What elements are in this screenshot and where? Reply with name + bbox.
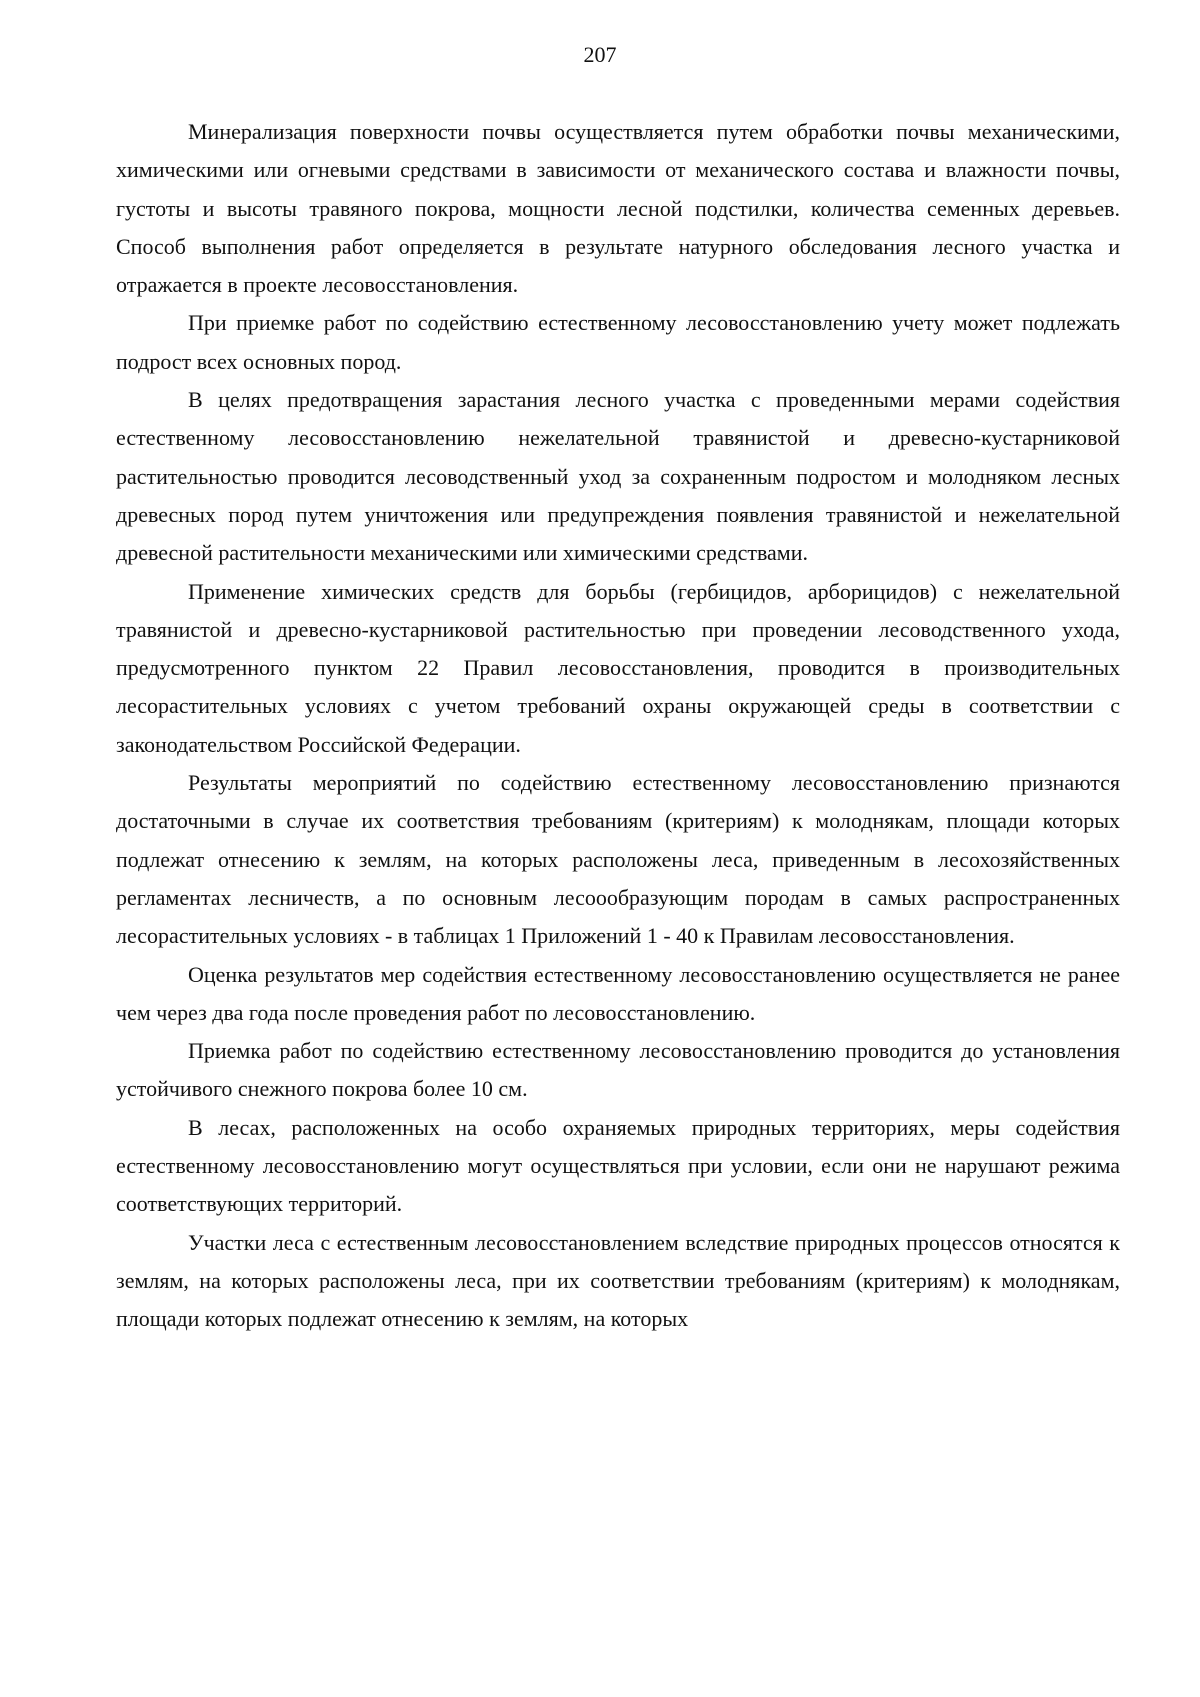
paragraph-protected-territories: В лесах, расположенных на особо охраняемых природных территориях, меры содействия естественному лесовосстановлению могут осуществляться при условии, если они не нарушают режима соответствующих территорий. [116, 1114, 1120, 1217]
paragraph-natural-regeneration: Участки леса с естественным лесовосстановлением вследствие природных процессов относятся к землям, на которых расположены леса, при их соответствии требованиям (критериям) к молоднякам, площади которых подлежат отнесению к землям, на которых [116, 1229, 1120, 1332]
paragraph-chemical-means: Применение химических средств для борьбы (гербицидов, арборицидов) с нежелательной травянистой и древесно-кустарниковой растительностью при проведении лесоводственного ухода, предусмотренного пунктом 22 Правил лесовосстановления, проводится в производительных лесорастительных условиях с учетом требований охраны окружающей среды в соответствии с законодательством Российской Федерации. [116, 578, 1120, 757]
page-number: 207 [583, 42, 617, 67]
paragraph-overgrowth-prevention: В целях предотвращения зарастания лесного участка с проведенными мерами содействия естественному лесовосстановлению нежелательной травянистой и древесно-кустарниковой растительностью проводится лесоводственный уход за сохраненным подростом и молодняком лесных древесных пород путем уничтожения или предупреждения появления травянистой и нежелательной древесной растительности механическими или химическими средствами. [116, 387, 1120, 566]
paragraph-soil-mineralization: Минерализация поверхности почвы осуществляется путем обработки почвы механическими, химическими или огневыми средствами в зависимости от механического состава и влажности почвы, густоты и высоты травяного покрова, мощности лесной подстилки, количества семенных деревьев. Способ выполнения работ определяется в результате натурного обследования лесного участка и отражается в проекте лесовосстановления. [116, 119, 1120, 298]
paragraph-work-acceptance: Приемка работ по содействию естественному лесовосстановлению проводится до установления устойчивого снежного покрова более 10 см. [116, 1038, 1120, 1102]
paragraph-results-evaluation: Оценка результатов мер содействия естественному лесовосстановлению осуществляется не ранее чем через два года после проведения работ по лесовосстановлению. [116, 961, 1120, 1025]
document-body [116, 113, 1120, 1339]
paragraph-results-sufficiency: Результаты мероприятий по содействию естественному лесовосстановлению признаются достаточными в случае их соответствия требованиям (критериям) к молоднякам, площади которых подлежат отнесению к землям, на которых расположены леса, приведенным в лесохозяйственных регламентах лесничеств, а по основным лесоообразующим породам в самых распространенных лесорастительных условиях - в таблицах 1 Приложений 1 - 40 к Правилам лесовосстановления. [116, 770, 1120, 949]
paragraph-acceptance-accounting: При приемке работ по содействию естественному лесовосстановлению учету может подлежать подрост всех основных пород. [116, 310, 1120, 374]
